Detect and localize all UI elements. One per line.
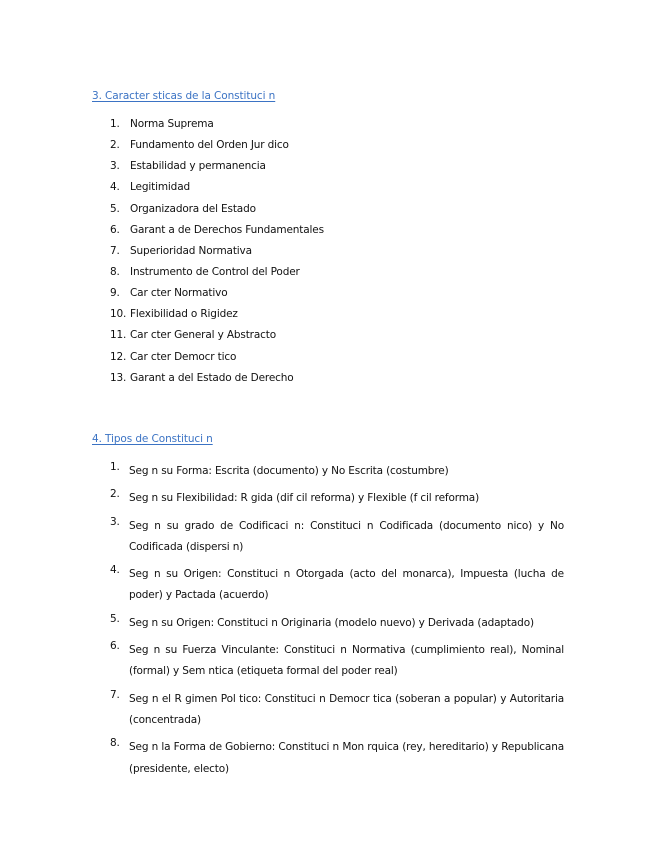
item-number: 7. bbox=[110, 244, 120, 257]
item-number: 13. bbox=[110, 371, 127, 384]
item-number: 9. bbox=[110, 287, 120, 300]
list-item bbox=[0, 181, 655, 202]
item-text: Estabilidad y permanencia bbox=[130, 160, 266, 173]
item-number: 8. bbox=[110, 737, 120, 750]
item-number: 8. bbox=[110, 265, 120, 278]
list-item bbox=[0, 245, 655, 266]
item-text: Instrumento de Control del Poder bbox=[130, 265, 300, 278]
list-item bbox=[0, 372, 655, 393]
item-text: Garant a de Derechos Fundamentales bbox=[130, 223, 324, 236]
item-number: 5. bbox=[110, 612, 120, 625]
list-item bbox=[0, 689, 655, 732]
item-number: 4. bbox=[110, 181, 120, 194]
list-item bbox=[0, 287, 655, 308]
list-item bbox=[0, 351, 655, 372]
item-text: Norma Suprema bbox=[130, 118, 214, 130]
list-item bbox=[0, 160, 655, 181]
list-item bbox=[0, 203, 655, 224]
section-heading-caracteristicas: 3. Caracter sticas de la Constituci n bbox=[92, 90, 276, 102]
caracteristicas-list bbox=[0, 118, 655, 393]
item-text: Seg n su grado de Codificaci n: Constituci n Codificada (documento nico) y No Codificada (dispersi n) bbox=[129, 519, 564, 553]
item-text: Seg n el R gimen Pol tico: Constituci n Democr tica (soberan a popular) y Autoritaria (concentrada) bbox=[129, 692, 564, 726]
item-text: Seg n su Fuerza Vinculante: Constituci n Normativa (cumplimiento real), Nominal (formal) y Sem ntica (etiqueta formal del poder real) bbox=[129, 644, 564, 678]
item-number: 11. bbox=[110, 329, 127, 342]
section-heading-tipos: 4. Tipos de Constituci n bbox=[92, 433, 213, 445]
item-text: Seg n su Origen: Constituci n Otorgada (acto del monarca), Impuesta (lucha de poder) y Pactada (acuerdo) bbox=[129, 568, 564, 602]
item-number: 12. bbox=[110, 350, 127, 363]
list-item bbox=[0, 118, 655, 139]
item-number: 2. bbox=[110, 488, 120, 501]
item-number: 5. bbox=[110, 202, 120, 215]
item-number: 7. bbox=[110, 688, 120, 701]
item-text: Flexibilidad o Rigidez bbox=[130, 308, 238, 321]
item-text: Seg n su Flexibilidad: R gida (dif cil reforma) y Flexible (f cil reforma) bbox=[129, 492, 480, 505]
list-item bbox=[0, 564, 655, 607]
list-item bbox=[0, 461, 655, 482]
item-text: Superioridad Normativa bbox=[130, 244, 252, 257]
list-item bbox=[0, 737, 655, 780]
item-number: 6. bbox=[110, 640, 120, 653]
tipos-list bbox=[0, 461, 655, 786]
list-item bbox=[0, 613, 655, 634]
item-text: Legitimidad bbox=[130, 181, 191, 194]
list-item bbox=[0, 139, 655, 160]
list-item bbox=[0, 224, 655, 245]
item-number: 1. bbox=[110, 118, 120, 130]
item-number: 6. bbox=[110, 223, 120, 236]
list-item bbox=[0, 329, 655, 350]
item-text: Garant a del Estado de Derecho bbox=[130, 371, 294, 384]
item-number: 4. bbox=[110, 564, 120, 577]
item-text: Seg n la Forma de Gobierno: Constituci n Mon rquica (rey, hereditario) y Republicana (presidente, electo) bbox=[129, 741, 564, 775]
item-number: 3. bbox=[110, 160, 120, 173]
item-text: Seg n su Origen: Constituci n Originaria (modelo nuevo) y Derivada (adaptado) bbox=[129, 616, 534, 629]
list-item bbox=[0, 640, 655, 683]
item-number: 2. bbox=[110, 139, 120, 152]
list-item bbox=[0, 488, 655, 509]
item-number: 10. bbox=[110, 308, 127, 321]
list-item bbox=[0, 266, 655, 287]
item-text: Organizadora del Estado bbox=[130, 202, 256, 215]
item-text: Car cter Normativo bbox=[130, 287, 228, 300]
item-text: Car cter General y Abstracto bbox=[130, 329, 276, 342]
item-text: Seg n su Forma: Escrita (documento) y No Escrita (costumbre) bbox=[129, 465, 449, 477]
item-number: 1. bbox=[110, 461, 120, 473]
item-text: Car cter Democr tico bbox=[130, 350, 237, 363]
list-item bbox=[0, 516, 655, 559]
item-text: Fundamento del Orden Jur dico bbox=[130, 139, 289, 152]
item-number: 3. bbox=[110, 515, 120, 528]
list-item bbox=[0, 308, 655, 329]
